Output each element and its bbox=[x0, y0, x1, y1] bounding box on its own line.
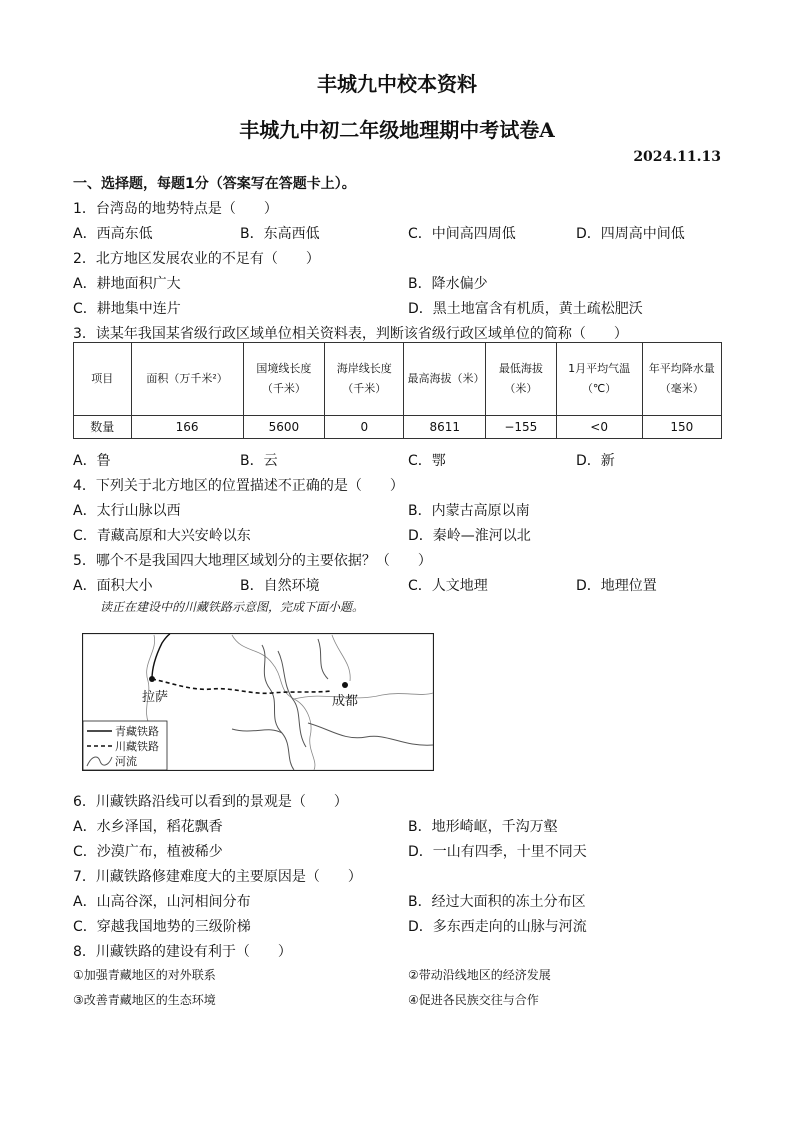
legend-qingzang-label: 青藏铁路 bbox=[115, 725, 159, 738]
q1-option-c: C．中间高四周低 bbox=[408, 226, 516, 242]
q2-option-a: A．耕地面积广大 bbox=[73, 276, 181, 292]
question-4-stem: 4．下列关于北方地区的位置描述不正确的是（ ） bbox=[73, 478, 404, 494]
city-label-lhasa: 拉萨 bbox=[142, 690, 169, 705]
q5-option-b: B．自然环境 bbox=[240, 578, 320, 594]
question-1-stem: 1．台湾岛的地势特点是（ ） bbox=[73, 201, 278, 217]
q8-option-1: ①加强青藏地区的对外联系 bbox=[73, 968, 216, 982]
city-label-chengdu: 成都 bbox=[332, 694, 359, 709]
q2-option-b: B．降水偏少 bbox=[408, 276, 488, 292]
table-cell: −155 bbox=[486, 416, 557, 439]
q2-option-d: D．黑土地富含有机质，黄土疏松肥沃 bbox=[408, 301, 643, 317]
table-header-cell: 海岸线长度（千米） bbox=[325, 343, 404, 416]
table-cell: 8611 bbox=[404, 416, 486, 439]
city-dot-lhasa bbox=[149, 676, 155, 682]
exam-date: 2024.11.13 bbox=[633, 149, 721, 165]
legend-chuanzang-label: 川藏铁路 bbox=[115, 740, 159, 753]
question-3-stem: 3．读某年我国某省级行政区域单位相关资料表，判断该省级行政区域单位的简称（ ） bbox=[73, 326, 628, 342]
q8-option-2: ②带动沿线地区的经济发展 bbox=[408, 968, 551, 982]
table-header-cell: 1月平均气温（℃） bbox=[556, 343, 642, 416]
table-header-cell: 面积（万千米²） bbox=[131, 343, 243, 416]
q6-option-c: C．沙漠广布，植被稀少 bbox=[73, 844, 223, 860]
table-cell: 0 bbox=[325, 416, 404, 439]
table-cell: 5600 bbox=[243, 416, 325, 439]
table-header-cell: 最低海拔（米） bbox=[486, 343, 557, 416]
q8-option-4: ④促进各民族交往与合作 bbox=[408, 993, 539, 1007]
q7-option-b: B．经过大面积的冻土分布区 bbox=[408, 894, 586, 910]
q3-option-c: C．鄂 bbox=[408, 453, 446, 469]
school-title: 丰城九中校本资料 bbox=[317, 72, 477, 96]
section-title: 一、选择题，每题1分（答案写在答题卡上）。 bbox=[73, 176, 356, 192]
table-header-cell: 项目 bbox=[74, 343, 132, 416]
q7-option-a: A．山高谷深，山河相间分布 bbox=[73, 894, 251, 910]
question-2-stem: 2．北方地区发展农业的不足有（ ） bbox=[73, 251, 320, 267]
map-intro: 读正在建设中的川藏铁路示意图，完成下面小题。 bbox=[100, 600, 365, 614]
q4-option-a: A．太行山脉以西 bbox=[73, 503, 181, 519]
q6-option-b: B．地形崎岖，千沟万壑 bbox=[408, 819, 558, 835]
q5-option-c: C．人文地理 bbox=[408, 578, 488, 594]
question-7-stem: 7．川藏铁路修建难度大的主要原因是（ ） bbox=[73, 869, 362, 885]
province-data-table bbox=[73, 342, 722, 439]
q1-option-b: B．东高西低 bbox=[240, 226, 320, 242]
table-cell: <0 bbox=[556, 416, 642, 439]
q4-option-c: C．青藏高原和大兴安岭以东 bbox=[73, 528, 251, 544]
sichuan-tibet-railway-map bbox=[82, 633, 434, 771]
table-row bbox=[74, 416, 722, 439]
q4-option-d: D．秦岭—淮河以北 bbox=[408, 528, 531, 544]
q1-option-a: A．西高东低 bbox=[73, 226, 153, 242]
q3-option-a: A．鲁 bbox=[73, 453, 111, 469]
q8-option-3: ③改善青藏地区的生态环境 bbox=[73, 993, 216, 1007]
q3-option-d: D．新 bbox=[576, 453, 615, 469]
table-cell: 数量 bbox=[74, 416, 132, 439]
q6-option-d: D．一山有四季，十里不同天 bbox=[408, 844, 587, 860]
q2-option-c: C．耕地集中连片 bbox=[73, 301, 181, 317]
q6-option-a: A．水乡泽国，稻花飘香 bbox=[73, 819, 223, 835]
q1-option-d: D．四周高中间低 bbox=[576, 226, 685, 242]
q5-option-d: D．地理位置 bbox=[576, 578, 657, 594]
exam-title: 丰城九中初二年级地理期中考试卷A bbox=[239, 118, 555, 142]
table-header-row bbox=[74, 343, 722, 416]
table-header-cell: 国境线长度（千米） bbox=[243, 343, 325, 416]
q4-option-b: B．内蒙古高原以南 bbox=[408, 503, 530, 519]
table-header-cell: 年平均降水量（毫米） bbox=[642, 343, 721, 416]
city-dot-chengdu bbox=[342, 682, 348, 688]
question-5-stem: 5．哪个不是我国四大地理区域划分的主要依据？（ ） bbox=[73, 553, 432, 569]
q7-option-d: D．多东西走向的山脉与河流 bbox=[408, 919, 587, 935]
legend-river-label: 河流 bbox=[115, 755, 137, 768]
q7-option-c: C．穿越我国地势的三级阶梯 bbox=[73, 919, 251, 935]
q5-option-a: A．面积大小 bbox=[73, 578, 153, 594]
table-header-cell: 最高海拔（米） bbox=[404, 343, 486, 416]
question-6-stem: 6．川藏铁路沿线可以看到的景观是（ ） bbox=[73, 794, 348, 810]
q3-option-b: B．云 bbox=[240, 453, 278, 469]
table-cell: 150 bbox=[642, 416, 721, 439]
table-cell: 166 bbox=[131, 416, 243, 439]
question-8-stem: 8．川藏铁路的建设有利于（ ） bbox=[73, 944, 292, 960]
